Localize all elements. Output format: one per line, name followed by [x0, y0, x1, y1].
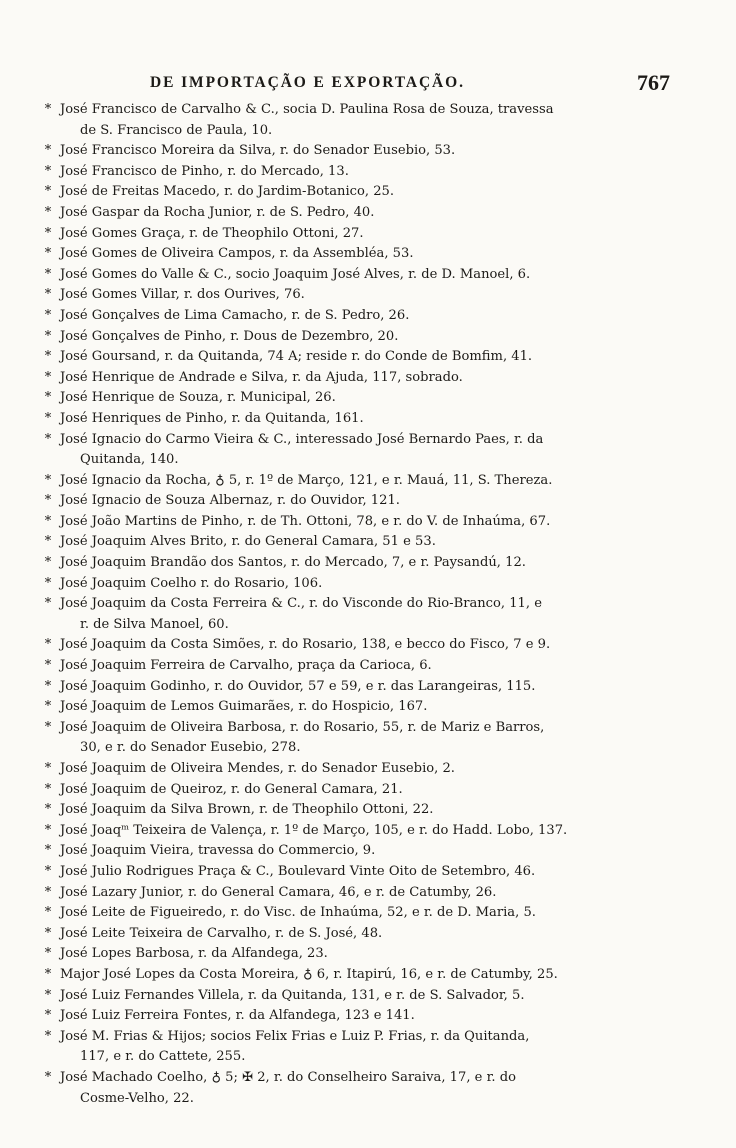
directory-entry	[28, 430, 688, 471]
entry-main-line: José Lazary Junior, r. do General Camara, 46, e r. de Catumby, 26.	[60, 884, 497, 900]
entry-asterisk: *	[44, 1028, 52, 1044]
entry-text	[62, 759, 688, 780]
entry-main-line: José Gomes de Oliveira Campos, r. da Assembléa, 53.	[60, 246, 414, 262]
entry-main-line: José Ignacio da Rocha, ♁ 5, r. 1º de Março, 121, e r. Mauá, 11, S. Thereza.	[60, 472, 553, 488]
entry-text	[62, 532, 688, 553]
entry-text	[62, 574, 688, 595]
entry-main-line: José Goursand, r. da Quitanda, 74 A; reside r. do Conde de Bomfim, 41.	[60, 349, 533, 365]
entry-main-line: José Leite Teixeira de Carvalho, r. de S. José, 48.	[60, 925, 383, 941]
entry-main-line: José Gaspar da Rocha Junior, r. de S. Pedro, 40.	[60, 204, 375, 220]
entry-main-line: José Julio Rodrigues Praça & C., Boulevard Vinte Oito de Setembro, 46.	[60, 863, 536, 879]
entry-main-line: José Leite de Figueiredo, r. do Visc. de Inhaúma, 52, e r. de D. Maria, 5.	[60, 905, 536, 921]
entry-main-line: José Joaquim Coelho r. do Rosario, 106.	[60, 575, 323, 591]
entry-text	[62, 697, 688, 718]
entry-asterisk: *	[44, 802, 52, 818]
entry-text	[62, 327, 688, 348]
entry-asterisk: *	[44, 143, 52, 159]
entry-main-line: José Lopes Barbosa, r. da Alfandega, 23.	[60, 946, 328, 962]
entry-asterisk: *	[44, 328, 52, 344]
entry-asterisk: *	[44, 719, 52, 735]
entry-text	[62, 800, 688, 821]
directory-entry	[28, 656, 688, 677]
entry-asterisk: *	[44, 575, 52, 591]
entry-text	[62, 471, 688, 492]
entry-text	[62, 285, 688, 306]
entry-asterisk: *	[44, 287, 52, 303]
entry-asterisk: *	[44, 246, 52, 262]
entry-asterisk: *	[44, 596, 52, 612]
entry-main-line: José João Martins de Pinho, r. de Th. Ottoni, 78, e r. do V. de Inhaúma, 67.	[60, 513, 551, 529]
entry-main-line: José Francisco de Pinho, r. do Mercado, 13.	[60, 163, 349, 179]
entry-main-line: José Ignacio do Carmo Vieira & C., interessado José Bernardo Paes, r. da	[60, 431, 544, 447]
directory-entry	[28, 532, 688, 553]
entry-main-line: José Joaquim Brandão dos Santos, r. do Mercado, 7, e r. Paysandú, 12.	[60, 555, 526, 571]
entry-text	[62, 635, 688, 656]
entry-main-line: José M. Frias & Hijos; socios Felix Frias e Luiz P. Frias, r. da Quitanda,	[60, 1028, 530, 1044]
entry-main-line: José Henriques de Pinho, r. da Quitanda, 161.	[60, 410, 364, 426]
entry-asterisk: *	[44, 431, 52, 447]
directory-entries	[28, 100, 688, 1109]
entry-main-line: José Joaquim da Costa Simões, r. do Rosario, 138, e becco do Fisco, 7 e 9.	[60, 637, 551, 653]
directory-entry	[28, 635, 688, 656]
entry-main-line: José Henrique de Andrade e Silva, r. da Ajuda, 117, sobrado.	[60, 369, 463, 385]
entry-main-line: José Joaqᵐ Teixeira de Valença, r. 1º de Março, 105, e r. do Hadd. Lobo, 137.	[60, 822, 568, 838]
directory-entry	[28, 388, 688, 409]
entry-text	[62, 430, 688, 471]
directory-entry	[28, 182, 688, 203]
directory-entry	[28, 883, 688, 904]
entry-text	[62, 347, 688, 368]
entry-text	[62, 409, 688, 430]
directory-entry	[28, 306, 688, 327]
directory-entry	[28, 244, 688, 265]
directory-entry	[28, 718, 688, 759]
entry-asterisk: *	[44, 987, 52, 1003]
directory-entry	[28, 100, 688, 141]
entry-text	[62, 265, 688, 286]
directory-entry	[28, 903, 688, 924]
entry-asterisk: *	[44, 822, 52, 838]
entry-text	[62, 203, 688, 224]
entry-text	[62, 491, 688, 512]
entry-text	[62, 965, 688, 986]
entry-asterisk: *	[44, 204, 52, 220]
entry-asterisk: *	[44, 534, 52, 550]
entry-continuation-line: r. de Silva Manoel, 60.	[80, 616, 229, 632]
entry-main-line: José Joaquim Ferreira de Carvalho, praça da Carioca, 6.	[60, 658, 432, 674]
entry-text	[62, 306, 688, 327]
entry-text	[62, 224, 688, 245]
entry-main-line: José Ignacio de Souza Albernaz, r. do Ouvidor, 121.	[60, 493, 400, 509]
entry-asterisk: *	[44, 555, 52, 571]
entry-main-line: José Gomes do Valle & C., socio Joaquim José Alves, r. de D. Manoel, 6.	[60, 266, 531, 282]
entry-main-line: José Luiz Fernandes Villela, r. da Quitanda, 131, e r. de S. Salvador, 5.	[60, 987, 525, 1003]
running-title: DE IMPORTAÇÃO E EXPORTAÇÃO.	[150, 74, 465, 91]
entry-continuation-line: de S. Francisco de Paula, 10.	[80, 122, 273, 138]
entry-text	[62, 244, 688, 265]
entry-main-line: José Gomes Villar, r. dos Ourives, 76.	[60, 287, 305, 303]
entry-text	[62, 903, 688, 924]
entry-asterisk: *	[44, 266, 52, 282]
directory-entry	[28, 285, 688, 306]
entry-text	[62, 718, 688, 759]
entry-asterisk: *	[44, 637, 52, 653]
entry-text	[62, 162, 688, 183]
entry-main-line: José Francisco Moreira da Silva, r. do Senador Eusebio, 53.	[60, 143, 456, 159]
entry-asterisk: *	[44, 390, 52, 406]
entry-main-line: José Joaquim da Silva Brown, r. de Theophilo Ottoni, 22.	[60, 802, 434, 818]
entry-asterisk: *	[44, 966, 52, 982]
directory-entry	[28, 265, 688, 286]
entry-text	[62, 924, 688, 945]
entry-text	[62, 368, 688, 389]
entry-text	[62, 986, 688, 1007]
entry-main-line: José Joaquim Alves Brito, r. do General Camara, 51 e 53.	[60, 534, 436, 550]
entry-asterisk: *	[44, 163, 52, 179]
directory-entry	[28, 944, 688, 965]
directory-entry	[28, 759, 688, 780]
directory-entry	[28, 677, 688, 698]
entry-asterisk: *	[44, 410, 52, 426]
directory-entry	[28, 841, 688, 862]
entry-continuation-line: Quitanda, 140.	[80, 452, 179, 468]
entry-asterisk: *	[44, 102, 52, 117]
directory-entry	[28, 141, 688, 162]
entry-main-line: José Gonçalves de Pinho, r. Dous de Dezembro, 20.	[60, 328, 399, 344]
entry-text	[62, 553, 688, 574]
entry-asterisk: *	[44, 225, 52, 241]
entry-asterisk: *	[44, 863, 52, 879]
entry-text	[62, 780, 688, 801]
entry-asterisk: *	[44, 699, 52, 715]
entry-asterisk: *	[44, 761, 52, 776]
entry-text	[62, 388, 688, 409]
entry-asterisk: *	[44, 905, 52, 921]
entry-asterisk: *	[44, 843, 52, 859]
directory-entry	[28, 203, 688, 224]
directory-entry	[28, 553, 688, 574]
directory-entry	[28, 1027, 688, 1068]
entry-main-line: José de Freitas Macedo, r. do Jardim-Botanico, 25.	[60, 184, 395, 200]
entry-asterisk: *	[44, 184, 52, 200]
entry-main-line: José Gomes Graça, r. de Theophilo Ottoni, 27.	[60, 225, 364, 241]
entry-asterisk: *	[44, 472, 52, 488]
entry-main-line: José Gonçalves de Lima Camacho, r. de S. Pedro, 26.	[60, 307, 410, 323]
entry-text	[62, 182, 688, 203]
directory-entry	[28, 924, 688, 945]
directory-entry	[28, 224, 688, 245]
entry-asterisk: *	[44, 369, 52, 385]
entry-continuation-line: 117, e r. do Cattete, 255.	[80, 1049, 246, 1065]
entry-asterisk: *	[44, 513, 52, 529]
entry-text	[62, 141, 688, 162]
entry-asterisk: *	[44, 946, 52, 962]
entry-continuation-line: Cosme-Velho, 22.	[80, 1090, 194, 1106]
directory-entry	[28, 594, 688, 635]
directory-entry	[28, 491, 688, 512]
entry-main-line: José Francisco de Carvalho & C., socia D. Paulina Rosa de Souza, travessa	[60, 102, 554, 117]
entry-asterisk: *	[44, 1069, 52, 1085]
entry-main-line: José Joaquim Godinho, r. do Ouvidor, 57 e 59, e r. das Larangeiras, 115.	[60, 678, 536, 694]
entry-text	[62, 944, 688, 965]
directory-entry	[28, 697, 688, 718]
entry-main-line: José Luiz Ferreira Fontes, r. da Alfandega, 123 e 141.	[60, 1008, 415, 1024]
entry-text	[62, 594, 688, 635]
directory-entry	[28, 780, 688, 801]
entry-asterisk: *	[44, 678, 52, 694]
entry-main-line: José Joaquim de Lemos Guimarães, r. do Hospicio, 167.	[60, 699, 428, 715]
directory-entry	[28, 347, 688, 368]
entry-text	[62, 656, 688, 677]
directory-entry	[28, 512, 688, 533]
entry-main-line: José Henrique de Souza, r. Municipal, 26.	[60, 390, 336, 406]
entry-text	[62, 1068, 688, 1109]
directory-entry	[28, 162, 688, 183]
entry-main-line: José Joaquim de Oliveira Mendes, r. do Senador Eusebio, 2.	[60, 761, 455, 776]
entry-main-line: Major José Lopes da Costa Moreira, ♁ 6, r. Itapirú, 16, e r. de Catumby, 25.	[60, 966, 558, 982]
page-header	[150, 70, 670, 104]
entry-text	[62, 883, 688, 904]
directory-entry	[28, 1006, 688, 1027]
page-number: 767	[637, 70, 670, 95]
directory-entry	[28, 986, 688, 1007]
entry-asterisk: *	[44, 349, 52, 365]
entry-text	[62, 1027, 688, 1068]
directory-entry	[28, 409, 688, 430]
directory-entry	[28, 821, 688, 842]
entry-main-line: José Machado Coelho, ♁ 5; ✠ 2, r. do Conselheiro Saraiva, 17, e r. do	[60, 1069, 516, 1085]
directory-entry	[28, 1068, 688, 1109]
entry-text	[62, 862, 688, 883]
directory-entry	[28, 965, 688, 986]
directory-entry	[28, 368, 688, 389]
directory-entry	[28, 862, 688, 883]
entry-text	[62, 841, 688, 862]
entry-text	[62, 1006, 688, 1027]
entry-text	[62, 821, 688, 842]
entry-continuation-line: 30, e r. do Senador Eusebio, 278.	[80, 740, 301, 756]
entry-asterisk: *	[44, 884, 52, 900]
entry-main-line: José Joaquim da Costa Ferreira & C., r. do Visconde do Rio-Branco, 11, e	[60, 596, 542, 612]
entry-asterisk: *	[44, 1008, 52, 1024]
entry-text	[62, 512, 688, 533]
entry-main-line: José Joaquim de Oliveira Barbosa, r. do Rosario, 55, r. de Mariz e Barros,	[60, 719, 545, 735]
entry-asterisk: *	[44, 658, 52, 674]
directory-entry	[28, 471, 688, 492]
entry-text	[62, 100, 688, 141]
directory-entry	[28, 574, 688, 595]
entry-asterisk: *	[44, 307, 52, 323]
entry-main-line: José Joaquim de Queiroz, r. do General Camara, 21.	[60, 781, 403, 797]
entry-text	[62, 677, 688, 698]
entry-asterisk: *	[44, 925, 52, 941]
entry-asterisk: *	[44, 493, 52, 509]
entry-asterisk: *	[44, 781, 52, 797]
entry-main-line: José Joaquim Vieira, travessa do Commercio, 9.	[60, 843, 376, 859]
directory-entry	[28, 327, 688, 348]
directory-entry	[28, 800, 688, 821]
